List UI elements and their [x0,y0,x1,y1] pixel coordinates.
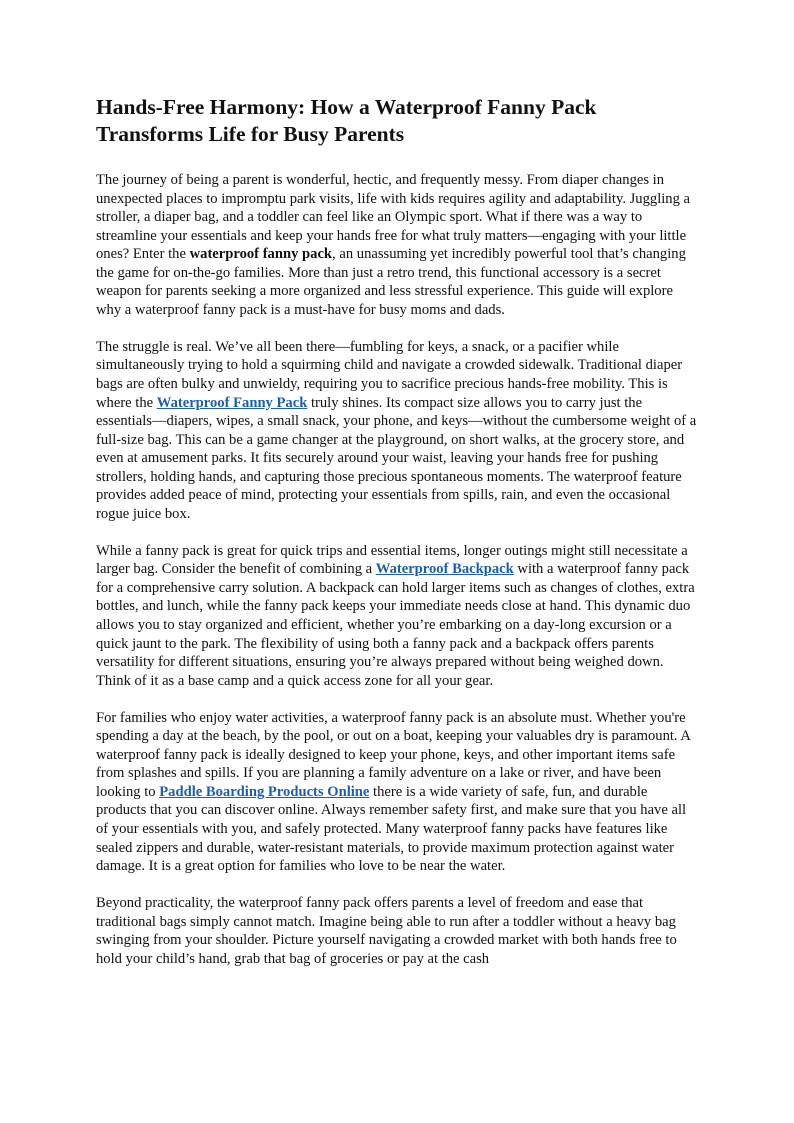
paragraph-text: there is a wide variety of safe, fun, and durable products that you can discover online. Always remember safety first, and make sure that you have all of your essentials with you, and safely protected. Many waterproof fanny packs have features like sealed zippers and durable, water-resistant materials, to provide maximum protection against water damage. It is a great option for families who love to be near the water. [96,783,687,875]
link-paddle-boarding-products[interactable]: Paddle Boarding Products Online [159,783,370,800]
paragraph-text: with a waterproof fanny pack for a comprehensive carry solution. A backpack can hold larger items such as changes of clothes, extra bottles, and lunch, while the fanny pack keeps your immediate needs close at hand. This dynamic duo allows you to stay organized and efficient, whether you’re embarking on a day-long excursion or a quick jaunt to the park. The flexibility of using both a fanny pack and a backpack offers parents versatility for different situations, ensuring you’re always prepared without being weighed down. Think of it as a base camp and a quick access zone for all your gear. [96,561,695,689]
bold-phrase: waterproof fanny pack [189,246,333,263]
article-title: Hands-Free Harmony: How a Waterproof Fanny Pack Transforms Life for Busy Parents [96,95,597,146]
paragraph-2 [96,338,700,523]
paragraph-3 [96,542,700,690]
paragraph-text: , an unassuming yet incredibly powerful tool that’s changing the game for on-the-go families. More than just a retro trend, this functional accessory is a secret weapon for parents seeking a more organized and less stressful experience. This guide will explore why a waterproof fanny pack is a must-have for busy moms and dads. [96,246,686,318]
document-page [96,94,700,987]
paragraph-text: Beyond practicality, the waterproof fanny pack offers parents a level of freedom and ease that traditional bags simply cannot match. Imagine being able to run after a toddler without a heavy bag swinging from your shoulder. Picture yourself navigating a crowded market with both hands free to hold your child’s hand, grab that bag of groceries or pay at the cash [96,895,677,967]
paragraph-text: While a fanny pack is great for quick trips and essential items, longer outings might still necessitate a larger bag. Consider the benefit of combining a [96,542,688,578]
paragraph-1 [96,171,700,319]
paragraph-text: truly shines. Its compact size allows you to carry just the essentials—diapers, wipes, a small snack, your phone, and keys—without the cumbersome weight of a full-size bag. This can be a game changer at the playground, on short walks, at the grocery store, and even at amusement parks. It fits securely around your waist, leaving your hands free for pushing strollers, holding hands, and capturing those precious spontaneous moments. The waterproof feature provides added peace of mind, protecting your essentials from spills, rain, and even the occasional rogue juice box. [96,394,697,522]
link-waterproof-backpack[interactable]: Waterproof Backpack [375,561,514,578]
paragraph-text: For families who enjoy water activities, a waterproof fanny pack is an absolute must. Whether you're spending a day at the beach, by the pool, or out on a boat, keeping your valuables dry is paramount. A waterproof fanny pack is ideally designed to keep your phone, keys, and other important items safe from splashes and spills. If you are planning a family adventure on a lake or river, and have been looking to [96,709,691,800]
paragraph-text: The journey of being a parent is wonderful, hectic, and frequently messy. From diaper changes in unexpected places to impromptu park visits, life with kids requires agility and adaptability. Juggling a stroller, a diaper bag, and a toddler can feel like an Olympic sport. What if there was a way to streamline your essentials and keep your hands free for what truly matters—engaging with your little ones? Enter the [96,172,691,263]
link-waterproof-fanny-pack[interactable]: Waterproof Fanny Pack [156,394,308,411]
paragraph-4 [96,709,700,876]
paragraph-5 [96,894,700,968]
paragraph-text: The struggle is real. We’ve all been there—fumbling for keys, a snack, or a pacifier while simultaneously trying to hold a squirming child and navigate a crowded sidewalk. Traditional diaper bags are often bulky and unwieldy, requiring you to sacrifice precious hands-free mobility. This is where the [96,338,683,411]
